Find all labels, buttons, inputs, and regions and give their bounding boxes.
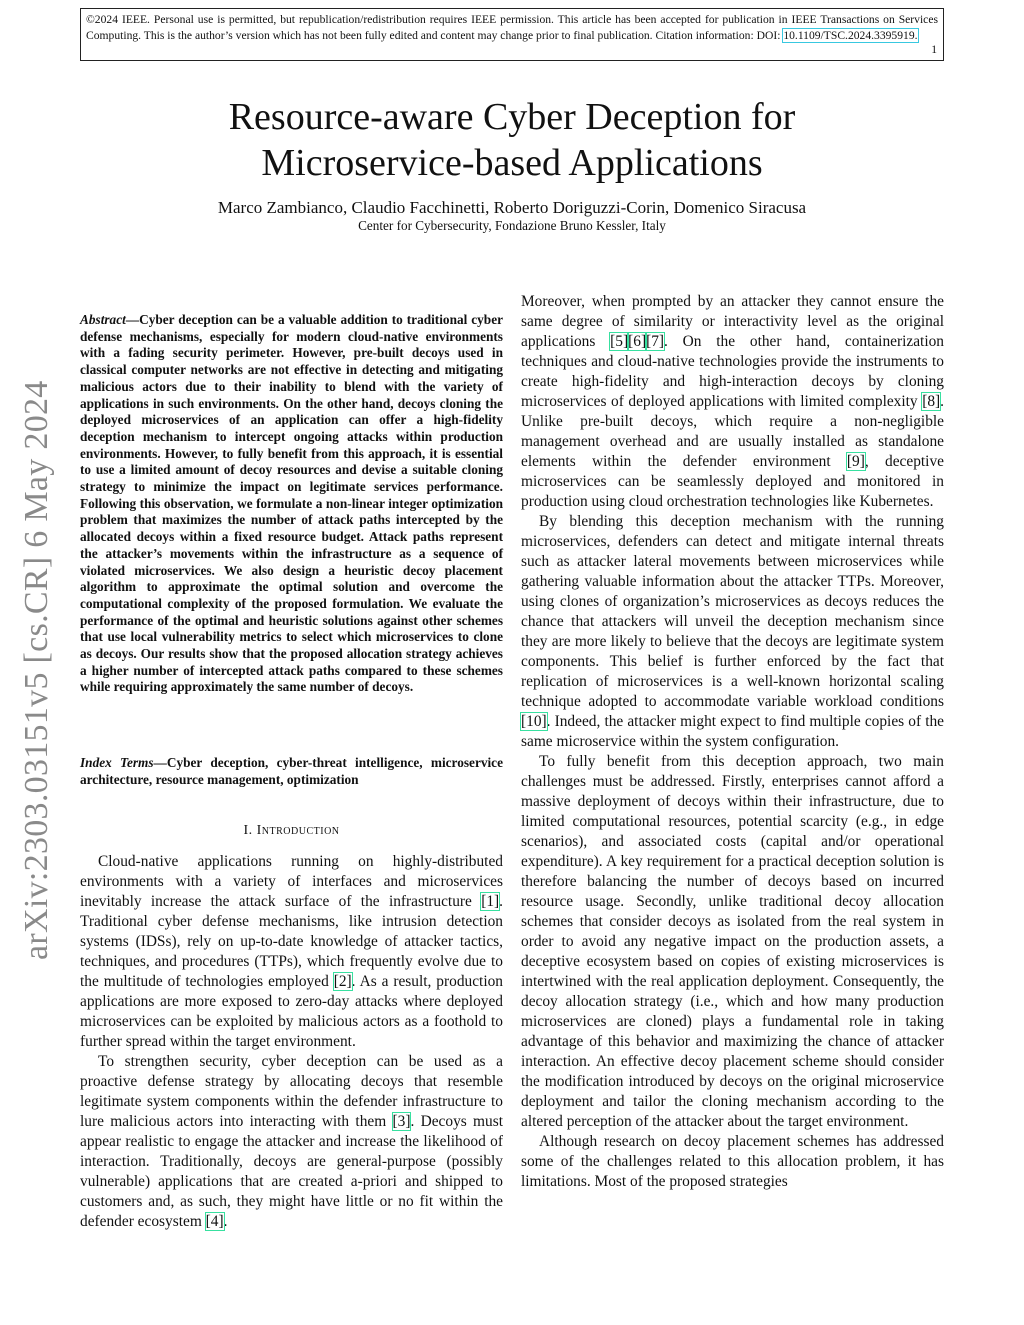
intro-p2-text-b: . Decoys must appear realistic to engage the attacker and increase the likelihood of interaction. Traditionally, decoys are general-purpose (possibly vulnerable) applications that are created a-priori and shipped to customers and, as such, they might have little or no fit within the defender ecosystem [80, 1113, 503, 1230]
abstract-label: Abstract [80, 312, 126, 327]
right-paragraph-1 [521, 292, 944, 512]
right-column [521, 292, 944, 1192]
intro-p1-text-b: . Traditional cyber defense mechanisms, like intrusion detection systems (IDSs), rely on up-to-date knowledge of attacker tactics, techniques, and procedures (TTPs), which frequently evolve due to the multitude of technologies employed [80, 893, 503, 990]
right-paragraph-3: To fully benefit from this deception approach, two main challenges must be addressed. Firstly, enterprises cannot afford a massive deployment of decoys within their infrastructure, due to limited computational resources, potential scarcity (e.g., in edge scenarios), and associated costs (capital and/or operational expenditure). A key requirement for a practical deception solution is therefore balancing the number of decoys based on incurred resource usage. Secondly, unlike traditional decoy allocation schemes that consider decoys as isolated from the real system in order to avoid any negative impact on the production assets, a deceptive ecosystem based on copies of existing microservices is intertwined with the real application deployment. Consequently, the decoy allocation strategy (i.e., which and how many production microservices are cloned) plays a fundamental role in taking advantage of this behavior and maximizing the chance of attacker interaction. An effective decoy placement scheme should consider the modification introduced by decoys on the original microservice deployment and tailor the cloning mechanism according to the altered perception of the attacker about the target environment. [521, 753, 944, 1130]
copyright-notice [80, 8, 944, 61]
intro-p1-text-a: Cloud-native applications running on highly-distributed environments with a variety of interfaces and microservices inevitably increase the attack surface of the infrastructure [80, 853, 503, 910]
section-heading [80, 823, 503, 839]
abstract [80, 312, 503, 696]
intro-left-column [80, 852, 503, 1232]
right-p2-text-a: By blending this deception mechanism with the running microservices, defenders can detect and mitigate internal threats such as attacker lateral movements between microservices while gathering valuable information about the attacker TTPs. Moreover, using clones of organization’s microservices as decoys reduces the chance that attackers will unveil the deception mechanism since they are more likely to believe that the decoys are legitimate system components. This belief is further enforced by the fact that replication of microservices is a well-known horizontal scaling technique adopted to accommodate variable workload conditions [521, 513, 944, 710]
intro-p2-text-c: . [223, 1213, 228, 1230]
right-paragraph-2 [521, 512, 944, 752]
citation-10[interactable]: [10] [521, 713, 547, 730]
intro-p2-text-a: To strengthen security, cyber deception can be used as a proactive defense strategy by allocating decoys that resemble legitimate system components within the defender infrastructure to lure malicious actors into interacting with them [80, 1053, 503, 1130]
author-list: Marco Zambianco, Claudio Facchinetti, Roberto Doriguzzi-Corin, Domenico Siracusa [217, 198, 807, 217]
citation-7[interactable]: [7] [646, 333, 665, 350]
citation-5[interactable]: [5] [610, 333, 629, 350]
index-terms [80, 755, 503, 788]
copyright-text: ©2024 IEEE. Personal use is permitted, but republication/redistribution requires IEEE permission. This article has been accepted for publication in IEEE Transactions on Services Computing. This is the author’s version which has not been fully edited and content may change prior to final publication. Citation information: DOI: [86, 13, 938, 42]
citation-6[interactable]: [6] [628, 333, 647, 350]
abstract-text: —Cyber deception can be a valuable addition to traditional cyber defense mechanisms, especially for modern cloud-native environments with a fading security perimeter. However, pre-built decoys used in classical computer networks are not effective in detecting and mitigating malicious actors due to their inability to blend with the variety of applications in such environments. On the other hand, decoys cloning the deployed microservices of an application can offer a high-fidelity deception mechanism to intercept ongoing attacks within production environments. However, to fully benefit from this approach, it is essential to use a limited amount of decoy resources and devise a suitable cloning strategy to minimize the impact on legitimate services performance. Following this observation, we formulate a non-linear integer optimization problem that maximizes the number of attack paths intercepted by the allocated decoys within a fixed resource budget. Attack paths represent the attacker’s movements within the infrastructure as a sequence of violated microservices. We also design a heuristic decoy placement algorithm to approximate the optimal solution and overcome the computational complexity of the proposed formulation. We evaluate the performance of the optimal and heuristic solutions against other schemes that use local vulnerability metrics to select which microservices to clone as decoys. Our results show that the proposed allocation strategy achieves a higher number of intercepted attack paths compared to these schemes while requiring approximately the same number of decoys. [80, 312, 503, 695]
right-p1-text-d: , deceptive microservices can be seamlessly deployed and monitored in production using cloud orchestration technologies like Kubernetes. [521, 453, 944, 510]
section-title: Introduction [256, 823, 340, 838]
intro-paragraph-1 [80, 852, 503, 1052]
right-p1-text-a: Moreover, when prompted by an attacker they cannot ensure the same degree of similarity or interactivity level as the original applications [521, 293, 944, 350]
paper-title: Resource-aware Cyber Deception for Microservice-based Applications [228, 96, 796, 184]
doi-link[interactable]: 10.1109/TSC.2024.3395919. [783, 28, 918, 42]
intro-paragraph-2 [80, 1052, 503, 1232]
citation-9[interactable]: [9] [846, 453, 865, 470]
citation-1[interactable]: [1] [481, 893, 500, 910]
citation-4[interactable]: [4] [205, 1213, 224, 1230]
arxiv-watermark: arXiv:2303.03151v5 [cs.CR] 6 May 2024 [18, 380, 55, 960]
right-p1-text-c: . Unlike pre-built decoys, which require a non-negligible management overhead and are usually installed as standalone elements within the defender environment [521, 393, 944, 470]
intro-p1-text-c: . As a result, production applications are more exposed to zero-day attacks where deployed microservices can be exploited by malicious actors as a foothold to further spread within the target environment. [80, 973, 503, 1050]
page-number: 1 [931, 42, 937, 56]
citation-2[interactable]: [2] [333, 973, 352, 990]
right-p2-text-b: . Indeed, the attacker might expect to find multiple copies of the same microservice within the system configuration. [521, 713, 944, 750]
citation-3[interactable]: [3] [392, 1113, 411, 1130]
affiliation: Center for Cybersecurity, Fondazione Bruno Kessler, Italy [358, 218, 666, 233]
section-number: I. [243, 823, 253, 838]
index-terms-label: Index Terms [80, 755, 154, 770]
index-terms-text: —Cyber deception, cyber-threat intelligence, microservice architecture, resource management, optimization [80, 755, 503, 787]
right-p1-text-b: . On the other hand, containerization techniques and cloud-native technologies provide the instruments to create high-fidelity and high-interaction decoys by cloning microservices of deployed applications with limited complexity [521, 333, 944, 410]
right-paragraph-4: Although research on decoy placement schemes has addressed some of the challenges related to this allocation problem, it has limitations. Most of the proposed strategies [521, 1133, 944, 1190]
citation-8[interactable]: [8] [922, 393, 941, 410]
